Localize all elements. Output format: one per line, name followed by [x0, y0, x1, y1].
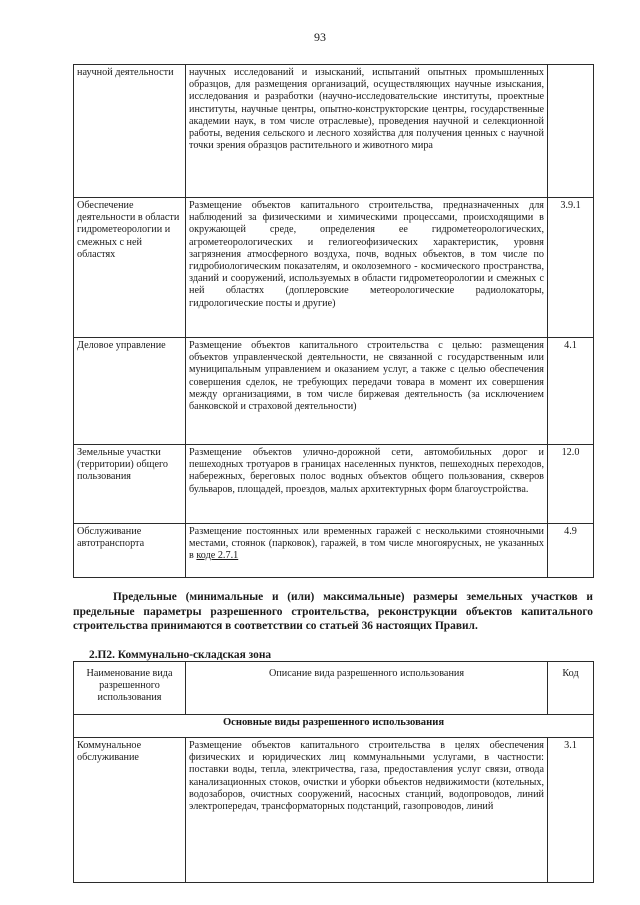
table-row — [74, 65, 594, 198]
page-number: 93 — [314, 30, 326, 44]
use-code-cell: 4.1 — [548, 338, 594, 445]
use-code-cell: 4.9 — [548, 524, 594, 578]
use-description-cell: Размещение объектов капитального строительства в целях обеспечения физических и юридических лиц коммунальными услугами, в частности: поставки воды, тепла, электричества, газа, предоставления услуг связи, отвода канализационных стоков, очистки и уборки объектов недвижимости (котельных, водозаборов, очистных сооружений, насосных станций, водопроводов, линий электропередач, трансформаторных подстанций, газопроводов, линий — [186, 738, 548, 883]
table-row — [74, 738, 594, 883]
code-link[interactable]: коде 2.7.1 — [196, 550, 239, 562]
use-description-cell: научных исследований и изысканий, испытаний опытных промышленных образцов, для размещения организаций, осуществляющих научные изыскания, исследования и разработки (научно-исследовательские институты, проектные институты, научные центры, опытно-конструкторские центры, государственные академии наук, в том числе отраслевые), проведения научной и селекционной работы, ведения сельского и лесного хозяйства для получения ценных с научной точки зрения образцов растительного и животного мира — [186, 65, 548, 198]
use-description-cell: Размещение объектов капитального строительства с целью: размещения объектов управленческой деятельности, не связанной с государственным или муниципальным управлением и оказанием услуг, а также с целью обеспечения совершения сделок, не требующих передачи товара в момент их совершения между организациями, в том числе биржевая деятельность (за исключением банковской и страховой деятельности) — [186, 338, 548, 445]
table-row — [74, 198, 594, 338]
use-code-cell: 12.0 — [548, 445, 594, 524]
use-name-cell: Земельные участки (территории) общего пользования — [74, 445, 186, 524]
limits-paragraph-text: Предельные (минимальные и (или) максимальные) размеры земельных участков и предельные параметры разрешенного строительства, реконструкции объектов капитального строительства принимаются в соответствии со статьей 36 настоящих Правил. — [73, 591, 593, 632]
use-name-cell: Коммунальное обслуживание — [74, 738, 186, 883]
use-code-cell: 3.1 — [548, 738, 594, 883]
header-use-name: Наименование вида разрешенного использования — [74, 662, 186, 715]
use-description-cell: Размещение объектов капитального строительства, предназначенных для наблюдений за физическими и химическими процессами, происходящими в окружающей среде, определения ее гидрометеорологических, агрометеорологических и гелиогеофизических характеристик, уровня загрязнения атмосферного воздуха, почв, водных объектов, в том числе по гидробиологическим показателям, и околоземного - космического пространства, зданий и сооружений, используемых в области гидрометеорологии и смежных с ней областях (доплеровские метеорологические радиолокаторы, гидрологические посты и другие) — [186, 198, 548, 338]
section-row — [74, 715, 594, 738]
use-description-cell — [186, 524, 548, 578]
table-header-row — [74, 662, 594, 715]
use-name-cell: Обслуживание автотранспорта — [74, 524, 186, 578]
use-code-cell — [548, 65, 594, 198]
header-code: Код — [548, 662, 594, 715]
use-description-cell: Размещение объектов улично-дорожной сети, автомобильных дорог и пешеходных тротуаров в границах населенных пунктов, пешеходных переходов, набережных, береговых полос водных объектов общего пользования, скверов бульваров, площадей, проездов, малых архитектурных форм благоустройства. — [186, 445, 548, 524]
limits-paragraph — [73, 590, 593, 634]
section-title: Основные виды разрешенного использования — [74, 715, 594, 738]
use-name-cell: научной деятельности — [74, 65, 186, 198]
land-use-table — [73, 661, 594, 883]
header-use-description: Описание вида разрешенного использования — [186, 662, 548, 715]
table-row — [74, 445, 594, 524]
land-use-table-continued — [73, 64, 594, 578]
zone-title: 2.П2. Коммунально-складская зона — [89, 649, 272, 661]
table-row — [74, 524, 594, 578]
use-name-cell: Деловое управление — [74, 338, 186, 445]
use-code-cell: 3.9.1 — [548, 198, 594, 338]
description-text: Размещение постоянных или временных гаражей с несколькими стояночными местами, стоянок (парковок), гаражей, в том числе многоярусных, не указанных в — [189, 526, 544, 562]
table-row — [74, 338, 594, 445]
use-name-cell: Обеспечение деятельности в области гидрометеорологии и смежных с ней областях — [74, 198, 186, 338]
